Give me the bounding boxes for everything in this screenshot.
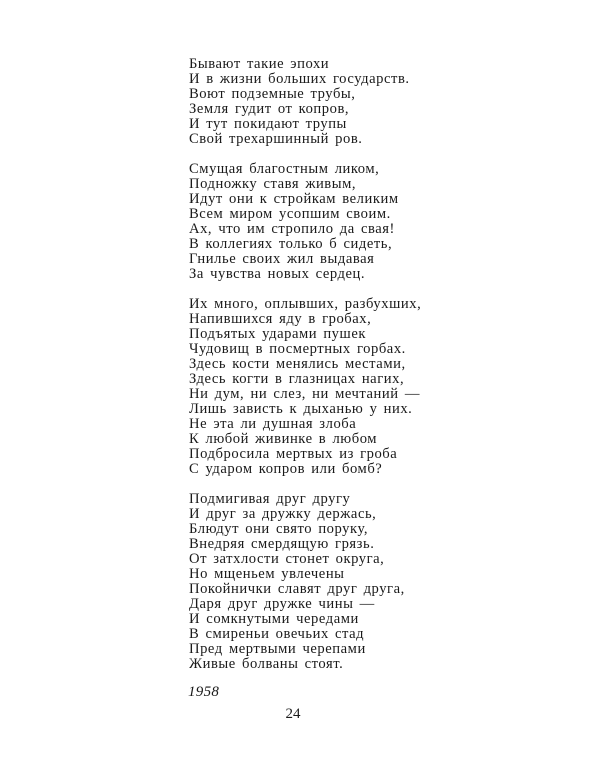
page-number-container <box>0 706 600 723</box>
poem-line: Подъятых ударами пушек <box>189 326 366 342</box>
poem-line: Но мщеньем увлечены <box>189 566 345 582</box>
poem-line: Блюдут они свято поруку, <box>189 521 369 537</box>
poem-line: Чудовищ в посмертных горбах. <box>189 341 406 357</box>
poem-line: К любой живинке в любом <box>189 431 378 447</box>
poem-line: Подмигивая друг другу <box>189 491 351 507</box>
poem-line: Даря друг дружке чины — <box>189 596 375 612</box>
poem-line: Покойнички славят друг друга, <box>189 581 405 597</box>
poem-line: Идут они к стройкам великим <box>189 191 399 207</box>
poem-line: Пред мертвыми черепами <box>189 641 366 657</box>
poem-line: С ударом копров или бомб? <box>189 461 383 477</box>
poem-line: Воют подземные трубы, <box>189 86 356 102</box>
poem-line: В смиреньи овечьих стад <box>189 626 365 642</box>
poem-line: Напившихся яду в гробах, <box>189 311 372 327</box>
poem-line: Ни дум, ни слез, ни мечтаний — <box>189 386 420 402</box>
poem <box>189 57 421 687</box>
poem-line: Земля гудит от копров, <box>189 101 350 117</box>
poem-line: Здесь кости менялись местами, <box>189 356 406 372</box>
poem-line: Всем миром усопшим своим. <box>189 206 391 222</box>
poem-line: Ах, что им стропило да свая! <box>189 221 395 237</box>
poem-line: В коллегиях только б сидеть, <box>189 236 393 252</box>
poem-line: Бывают такие эпохи <box>189 56 330 72</box>
poem-date: 1958 <box>188 684 220 700</box>
poem-line: Не эта ли душная злоба <box>189 416 357 432</box>
page-number: 24 <box>285 706 301 722</box>
stanza-3 <box>189 297 421 477</box>
poem-line: Свой трехаршинный ров. <box>189 131 363 147</box>
poem-line: Лишь зависть к дыханью у них. <box>189 401 413 417</box>
poem-line: Живые болваны стоят. <box>189 656 344 672</box>
poem-line: От затхлости стонет округа, <box>189 551 385 567</box>
poem-line: И сомкнутыми чередами <box>189 611 359 627</box>
poem-line: И друг за дружку держась, <box>189 506 377 522</box>
poem-line: Их много, оплывших, разбухших, <box>189 296 422 312</box>
stanza-1 <box>189 57 421 147</box>
poem-line: Здесь когти в глазницах нагих, <box>189 371 405 387</box>
poem-line: Подножку ставя живым, <box>189 176 357 192</box>
stanza-2 <box>189 162 421 282</box>
stanza-4 <box>189 492 421 672</box>
poem-line: И тут покидают трупы <box>189 116 347 132</box>
poem-line: Подбросила мертвых из гроба <box>189 446 398 462</box>
poem-line: И в жизни больших государств. <box>189 71 410 87</box>
poem-line: За чувства новых сердец. <box>189 266 366 282</box>
poem-line: Гнилье своих жил выдавая <box>189 251 375 267</box>
poem-line: Внедряя смердящую грязь. <box>189 536 375 552</box>
poem-line: Смущая благостным ликом, <box>189 161 380 177</box>
